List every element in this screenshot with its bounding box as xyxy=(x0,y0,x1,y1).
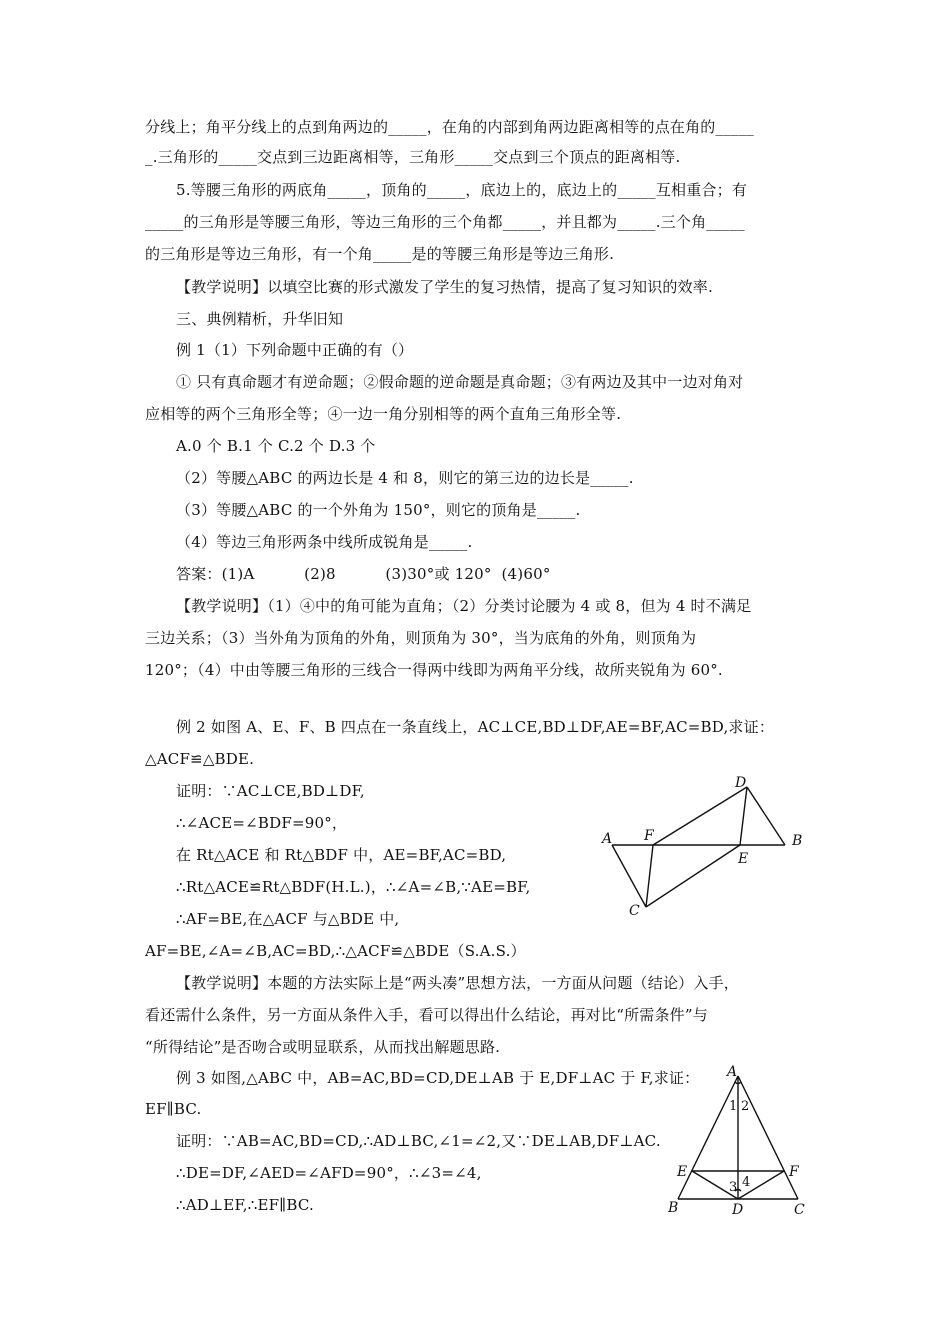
label-b: B xyxy=(668,1200,679,1216)
label-b: B xyxy=(792,833,803,849)
text-line: 分线上；角平分线上的点到角两边的_____，在角的内部到角两边距离相等的点在角的_____ xyxy=(145,118,755,136)
proof-line: ∴AD⊥EF,∴EF∥BC. xyxy=(176,1196,314,1214)
choices: A.0 个 B.1 个 C.2 个 D.3 个 xyxy=(176,437,376,455)
text-line: ① 只有真命题才有逆命题；②假命题的逆命题是真命题；③有两边及其中一边对角对 xyxy=(176,373,744,391)
proof-line: ∴Rt△ACE≌Rt△BDF(H.L.)，∴∠A=∠B,∵AE=BF, xyxy=(176,878,531,896)
text-line: 5.等腰三角形的两底角_____，顶角的_____，底边上的，底边上的_____互相重合；有 xyxy=(176,181,748,199)
text-line: 三边关系；（3）当外角为顶角的外角，则顶角为 30°，当为底角的外角，则顶角为 xyxy=(145,629,697,647)
text-line: △ACF≌△BDE. xyxy=(145,750,255,768)
teaching-note: 【教学说明】以填空比赛的形式激发了学生的复习热情，提高了复习知识的效率. xyxy=(176,278,713,296)
text-line: （4）等边三角形两条中线所成锐角是_____. xyxy=(176,533,473,551)
segment-ac xyxy=(612,845,646,907)
proof-line: ∴∠ACE=∠BDF=90°， xyxy=(176,814,348,832)
label-f: F xyxy=(789,1164,799,1180)
text-line: _____的三角形是等腰三角形，等边三角形的三个角都_____，并且都为_____.三个角_____ xyxy=(145,213,745,231)
label-a: A xyxy=(602,831,613,847)
label-d: D xyxy=(732,1202,744,1218)
text-line: EF∥BC. xyxy=(145,1100,202,1118)
figure-acf-bde xyxy=(595,770,815,920)
teaching-note: 【教学说明】（1）④中的角可能为直角；（2）分类讨论腰为 4 或 8，但为 4 时不满足 xyxy=(176,597,752,615)
text-line: （2）等腰△ABC 的两边长是 4 和 8，则它的第三边的边长是_____. xyxy=(176,469,634,487)
example-title: 例 1（1）下列命题中正确的有（） xyxy=(176,341,414,359)
label-c: C xyxy=(794,1202,805,1218)
proof-line: 在 Rt△ACE 和 Rt△BDF 中，AE=BF,AC=BD, xyxy=(176,846,507,864)
label-f: F xyxy=(644,828,654,844)
angle-label-1: 1 xyxy=(729,1099,738,1114)
proof-line: 证明：∵AC⊥CE,BD⊥DF, xyxy=(176,782,365,800)
section-heading: 三、典例精析，升华旧知 xyxy=(176,310,344,328)
example-title: 例 2 如图 A、E、F、B 四点在一条直线上，AC⊥CE,BD⊥DF,AE=BF,AC=BD,求证： xyxy=(176,718,775,736)
text-line: 120°；（4）中由等腰三角形的三线合一得两中线即为两角平分线，故所夹锐角为 60°. xyxy=(145,661,723,679)
label-a: A xyxy=(727,1064,738,1080)
text-line: 看还需什么条件，另一方面从条件入手，看可以得出什么结论，再对比“所需条件”与 xyxy=(145,1006,708,1024)
angle-label-3: 3 xyxy=(729,1180,738,1195)
angle-label-2: 2 xyxy=(741,1099,750,1114)
segment-de xyxy=(740,787,747,845)
example-title: 例 3 如图,△ABC 中，AB=AC,BD=CD,DE⊥AB 于 E,DF⊥AC 于 F,求证： xyxy=(176,1069,700,1087)
answer-line: 答案：(1)A (2)8 (3)30°或 120° (4)60° xyxy=(176,565,551,583)
segment-ce xyxy=(646,845,740,907)
figure-isosceles-abc xyxy=(665,1064,815,1219)
teaching-note: 【教学说明】本题的方法实际上是“两头凑”思想方法，一方面从问题（结论）入手， xyxy=(176,974,739,992)
label-d: D xyxy=(735,775,747,791)
segment-db xyxy=(747,787,785,845)
text-line: 的三角形是等边三角形，有一个角_____是的等腰三角形是等边三角形. xyxy=(145,245,615,263)
label-c: C xyxy=(629,903,640,919)
segment-fd xyxy=(653,787,747,845)
label-e: E xyxy=(738,851,749,867)
text-line: 应相等的两个三角形全等；④一边一角分别相等的两个直角三角形全等. xyxy=(145,405,622,423)
proof-line: ∴AF=BE,在△ACF 与△BDE 中, xyxy=(176,910,400,928)
text-line: _.三角形的_____交点到三边距离相等，三角形_____交点到三个顶点的距离相等. xyxy=(145,148,681,166)
text-line: “所得结论”是否吻合或明显联系，从而找出解题思路. xyxy=(145,1038,501,1056)
proof-line: ∴DE=DF,∠AED=∠AFD=90°，∴∠3=∠4, xyxy=(176,1164,482,1182)
text-line: （3）等腰△ABC 的一个外角为 150°，则它的顶角是_____. xyxy=(176,501,581,519)
segment-cf xyxy=(646,845,653,907)
label-e: E xyxy=(677,1164,688,1180)
angle-label-4: 4 xyxy=(742,1175,751,1190)
proof-line: 证明：∵AB=AC,BD=CD,∴AD⊥BC,∠1=∠2,又∵DE⊥AB,DF⊥AC. xyxy=(176,1132,661,1150)
proof-line: AF=BE,∠A=∠B,AC=BD,∴△ACF≌△BDE（S.A.S.） xyxy=(145,942,526,960)
